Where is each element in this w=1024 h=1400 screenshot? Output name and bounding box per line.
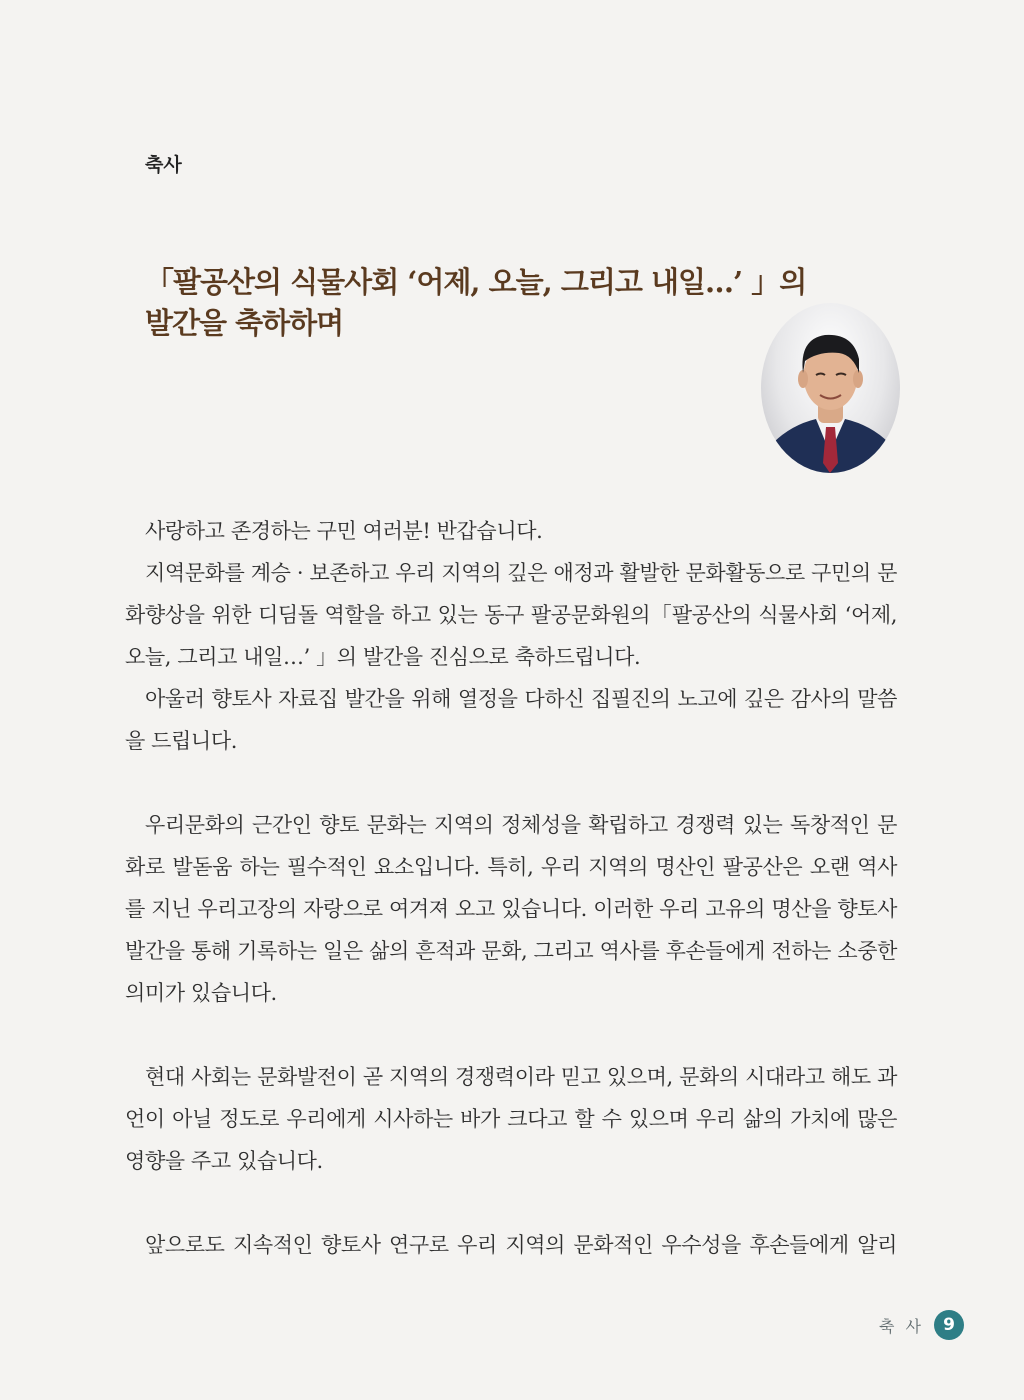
article-body xyxy=(125,510,897,1308)
footer-section-label: 축 사 xyxy=(879,1316,924,1336)
text-line: 화향상을 위한 디딤돌 역할을 하고 있는 동구 팔공문화원의「팔공산의 식물사회 ‘어제, xyxy=(125,603,897,627)
text-line: 을 드립니다. xyxy=(125,729,237,753)
page-title xyxy=(145,262,807,344)
text-line: 영향을 주고 있습니다. xyxy=(125,1149,323,1173)
paragraph-2 xyxy=(125,804,897,1014)
text-line: 의미가 있습니다. xyxy=(125,981,277,1005)
text-line: 사랑하고 존경하는 구민 여러분! 반갑습니다. xyxy=(145,519,543,543)
text-line: 오늘, 그리고 내일…’ 」의 발간을 진심으로 축하드립니다. xyxy=(125,645,641,669)
paragraph-3 xyxy=(125,1056,897,1182)
paragraph-1 xyxy=(125,510,897,762)
paragraph-4 xyxy=(125,1224,897,1266)
text-line: 지역문화를 계승 · 보존하고 우리 지역의 깊은 애정과 활발한 문화활동으로 구민의 문 xyxy=(145,561,897,585)
page-footer xyxy=(879,1310,964,1340)
portrait-photo xyxy=(761,303,900,473)
page-number-badge: 9 xyxy=(934,1310,964,1340)
title-line-1: 「팔공산의 식물사회 ‘어제, 오늘, 그리고 내일…’ 」의 xyxy=(145,265,807,299)
text-line: 발간을 통해 기록하는 일은 삶의 흔적과 문화, 그리고 역사를 후손들에게 전하는 소중한 xyxy=(125,939,897,963)
text-line: 우리문화의 근간인 향토 문화는 지역의 정체성을 확립하고 경쟁력 있는 독창적인 문 xyxy=(145,813,897,837)
text-line: 언이 아닐 정도로 우리에게 시사하는 바가 크다고 할 수 있으며 우리 삶의 가치에 많은 xyxy=(125,1107,897,1131)
text-line: 를 지닌 우리고장의 자랑으로 여겨져 오고 있습니다. 이러한 우리 고유의 명산을 향토사 xyxy=(125,897,897,921)
section-label: 축사 xyxy=(145,154,182,176)
text-line: 현대 사회는 문화발전이 곧 지역의 경쟁력이라 믿고 있으며, 문화의 시대라고 해도 과 xyxy=(145,1065,897,1089)
text-line: 앞으로도 지속적인 향토사 연구로 우리 지역의 문화적인 우수성을 후손들에게 알리 xyxy=(145,1233,897,1257)
title-line-2: 발간을 축하하며 xyxy=(145,306,344,340)
text-line: 화로 발돋움 하는 필수적인 요소입니다. 특히, 우리 지역의 명산인 팔공산은 오랜 역사 xyxy=(125,855,897,879)
text-line: 아울러 향토사 자료집 발간을 위해 열정을 다하신 집필진의 노고에 깊은 감사의 말씀 xyxy=(145,687,897,711)
